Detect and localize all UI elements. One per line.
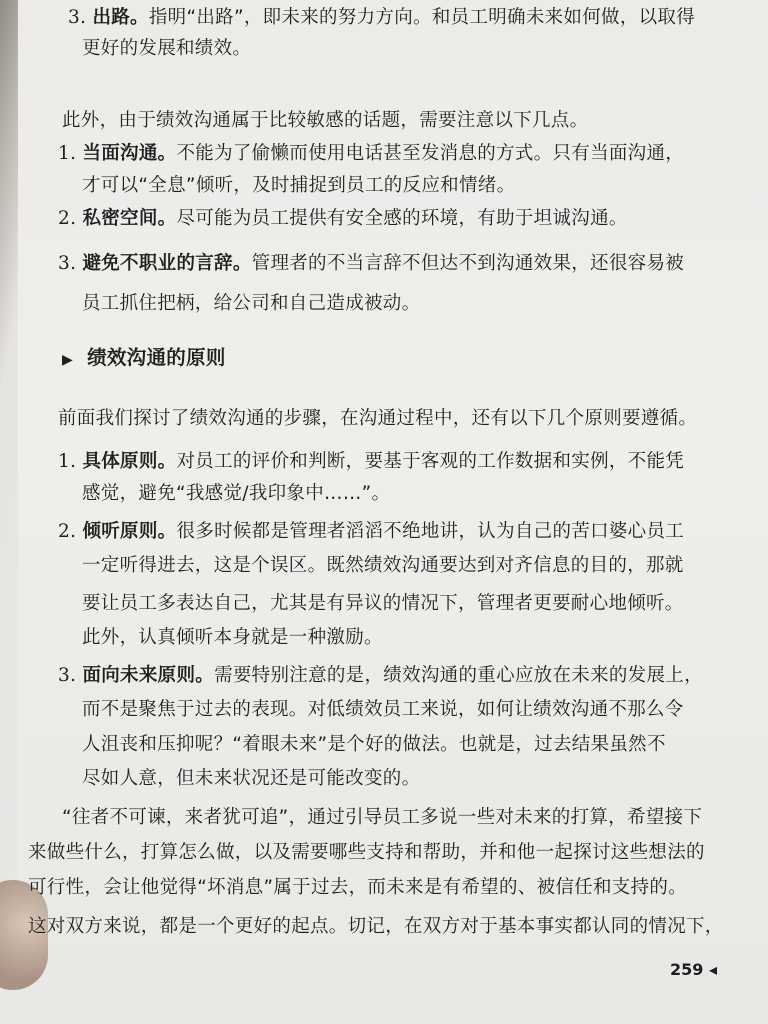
principle-3-line3: 人沮丧和压抑呢？“着眼未来”是个好的做法。也就是，过去结果虽然不 xyxy=(82,734,666,755)
top-item-3-line1: 3. 出路。指明“出路”，即未来的努力方向。和员工明确未来如何做，以取得 xyxy=(68,7,696,28)
page-arrow-icon: ◂ xyxy=(708,960,718,979)
closing-line3: 可行性，会让他觉得“坏消息”属于过去，而未来是有希望的、被信任和支持的。 xyxy=(28,877,687,898)
principle-2-line3: 要让员工多表达自己，尤其是有异议的情况下，管理者更要耐心地倾听。 xyxy=(82,593,684,614)
principle-3-line2: 而不是聚焦于过去的表现。对低绩效员工来说，如何让绩效沟通不那么令 xyxy=(82,699,684,720)
top-item-3-line2: 更好的发展和绩效。 xyxy=(82,38,252,59)
principle-2-line4: 此外，认真倾听本身就是一种激励。 xyxy=(82,627,383,648)
principle-2-line2: 一定听得进去，这是个误区。既然绩效沟通要达到对齐信息的目的，那就 xyxy=(82,555,684,576)
point-3-line2: 员工抓住把柄，给公司和自己造成被动。 xyxy=(82,293,421,314)
principle-1-line2: 感觉，避免“我感觉/我印象中……”。 xyxy=(82,483,391,504)
closing-line1: “往者不可谏，来者犹可追”，通过引导员工多说一些对未来的打算，希望接下 xyxy=(62,807,703,828)
page-number: 259 ◂ xyxy=(670,960,718,979)
point-1-line1: 1. 当面沟通。不能为了偷懒而使用电话甚至发消息的方式。只有当面沟通， xyxy=(58,143,685,164)
principle-1-line1: 1. 具体原则。对员工的评价和判断，要基于客观的工作数据和实例，不能凭 xyxy=(58,451,685,472)
closing-line2: 来做些什么，打算怎么做，以及需要哪些支持和帮助，并和他一起探讨这些想法的 xyxy=(28,842,705,863)
principle-2-line1: 2. 倾听原则。很多时候都是管理者滔滔不绝地讲，认为自己的苦口婆心员工 xyxy=(58,521,685,542)
section-heading: ▶ 绩效沟通的原则 xyxy=(62,346,226,369)
point-1-line2: 才可以“全息”倾听，及时捕捉到员工的反应和情绪。 xyxy=(82,175,516,196)
intro-paragraph: 此外，由于绩效沟通属于比较敏感的话题，需要注意以下几点。 xyxy=(62,110,589,131)
triangle-bullet-icon: ▶ xyxy=(62,352,74,368)
point-2-line1: 2. 私密空间。尽可能为员工提供有安全感的环境，有助于坦诚沟通。 xyxy=(58,208,628,229)
principle-3-line4: 尽如人意，但未来状况还是可能改变的。 xyxy=(82,768,421,789)
closing-line4: 这对双方来说，都是一个更好的起点。切记，在双方对于基本事实都认同的情况下， xyxy=(28,916,724,937)
point-3-line1: 3. 避免不职业的言辞。管理者的不当言辞不但达不到沟通效果，还很容易被 xyxy=(58,253,685,274)
book-page xyxy=(18,0,768,1024)
section-intro: 前面我们探讨了绩效沟通的步骤，在沟通过程中，还有以下几个原则要遵循。 xyxy=(58,408,698,429)
principle-3-line1: 3. 面向未来原则。需要特别注意的是，绩效沟通的重心应放在未来的发展上， xyxy=(58,665,703,686)
